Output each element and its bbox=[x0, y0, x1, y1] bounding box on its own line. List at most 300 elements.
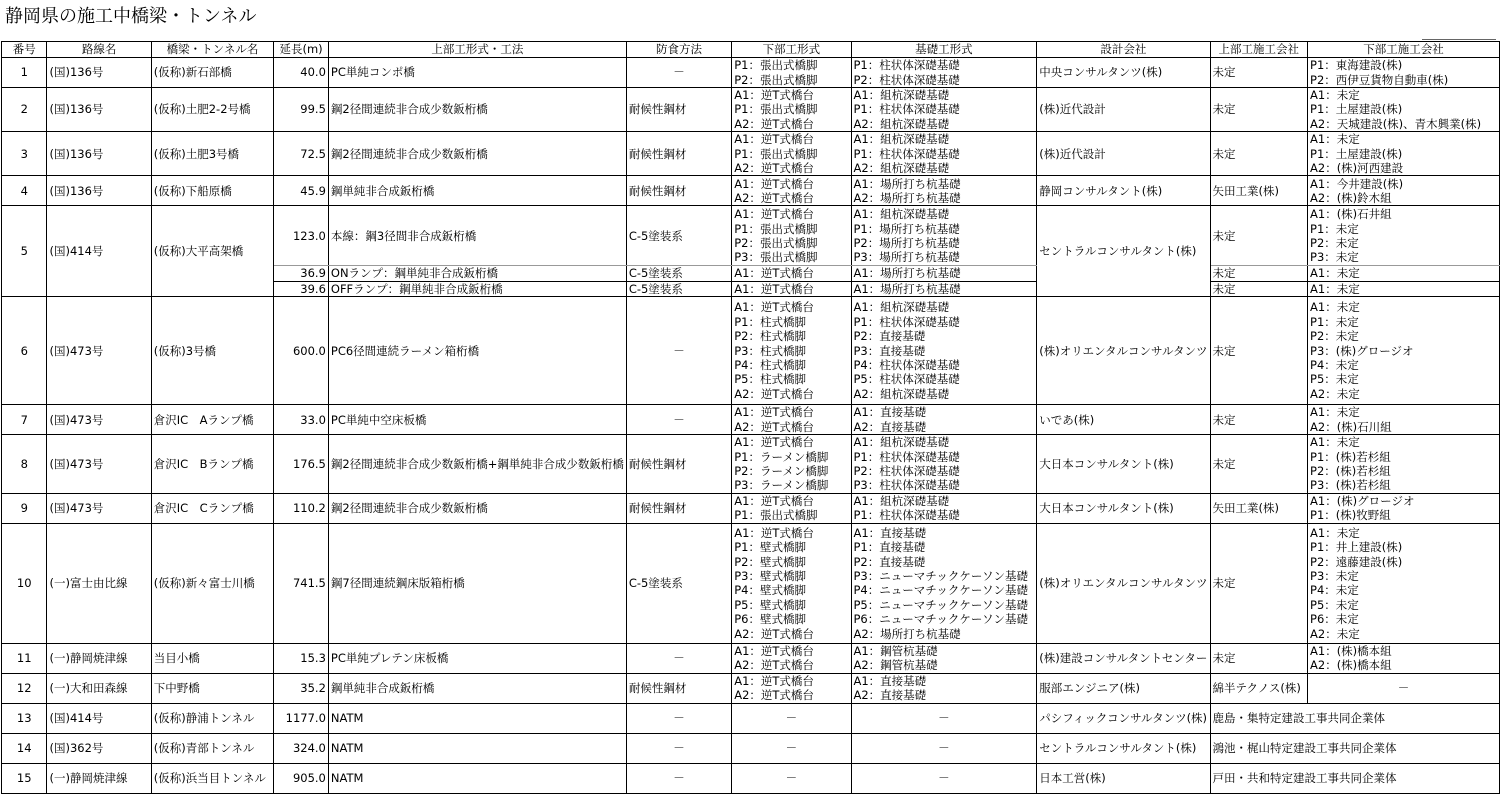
anticorrosion: C-5塗装系 bbox=[626, 281, 731, 296]
anticorrosion: － bbox=[626, 405, 731, 435]
route-name: (国)473号 bbox=[47, 435, 151, 494]
length: 35.2 bbox=[274, 673, 329, 703]
design-company: セントラルコンサルタント(株) bbox=[1037, 206, 1210, 297]
sub-contractor-line: A2：未定 bbox=[1310, 626, 1360, 641]
route-name: (国)136号 bbox=[47, 132, 151, 176]
substructure-type-line: A2：逆T式橋台 bbox=[734, 190, 814, 205]
substructure-type-line: P1：張出式橋脚 bbox=[734, 221, 818, 236]
sub-contractor-line: A1：未定 bbox=[1310, 88, 1360, 102]
sub-contractor-line: A1：(株)石井組 bbox=[1310, 207, 1392, 222]
super-contractor: 未定 bbox=[1210, 523, 1308, 643]
structure-name: (仮称)新々富士川橋 bbox=[151, 523, 274, 643]
substructure-type-line: P6：壁式橋脚 bbox=[734, 612, 806, 627]
sub-contractor-line: A1：未定 bbox=[1310, 132, 1360, 147]
substructure-type-line: A2：逆T式橋台 bbox=[734, 161, 814, 176]
route-name: (国)414号 bbox=[47, 206, 151, 297]
substructure-type-line: P2：張出式橋脚 bbox=[734, 235, 818, 250]
length: 33.0 bbox=[274, 405, 329, 435]
foundation-type bbox=[851, 58, 1037, 88]
super-contractor: 綿半テクノス(株) bbox=[1210, 673, 1308, 703]
row-number: 4 bbox=[2, 176, 47, 206]
super-contractor: 矢田工業(株) bbox=[1210, 493, 1308, 523]
foundation-type-line: P3：直接基礎 bbox=[853, 343, 926, 358]
structure-name: 下中野橋 bbox=[151, 673, 274, 703]
sub-contractor-line: A2：未定 bbox=[1310, 386, 1360, 401]
design-company: 中央コンサルタンツ(株) bbox=[1037, 58, 1210, 88]
table-row bbox=[2, 763, 1500, 793]
table-row bbox=[2, 703, 1500, 733]
substructure-type bbox=[732, 58, 851, 88]
length: 40.0 bbox=[274, 58, 329, 88]
col-foundation-header: 基礎工形式 bbox=[851, 42, 1037, 58]
joint-venture-contractor: 鴻池・梶山特定建設工事共同企業体 bbox=[1210, 733, 1500, 763]
anticorrosion: － bbox=[626, 703, 731, 733]
corner-mark bbox=[1422, 37, 1496, 40]
col-superstructure-header: 上部工形式・工法 bbox=[328, 42, 626, 58]
structure-name: 倉沢IC Aランプ橋 bbox=[151, 405, 274, 435]
table-row bbox=[2, 88, 1500, 132]
substructure-type bbox=[732, 176, 851, 206]
foundation-type-line: P1：柱状体深礎基礎 bbox=[853, 449, 960, 464]
length: 600.0 bbox=[274, 297, 329, 405]
length: 36.9 bbox=[274, 266, 329, 281]
design-company: 服部エンジニア(株) bbox=[1037, 673, 1210, 703]
route-name: (国)473号 bbox=[47, 405, 151, 435]
foundation-type bbox=[851, 673, 1037, 703]
sub-contractor bbox=[1308, 405, 1500, 435]
sub-contractor-line: P1：井上建設(株) bbox=[1310, 540, 1403, 555]
superstructure-type: NATM bbox=[328, 733, 626, 763]
anticorrosion: 耐候性鋼材 bbox=[626, 673, 731, 703]
anticorrosion: C-5塗装系 bbox=[626, 266, 731, 281]
substructure-type-line: A1：逆T式橋台 bbox=[734, 132, 814, 147]
superstructure-type: 鋼2径間連続非合成少数鈑桁橋 bbox=[328, 132, 626, 176]
foundation-type bbox=[851, 266, 1037, 281]
structure-name: (仮称)下船原橋 bbox=[151, 176, 274, 206]
substructure-type bbox=[732, 673, 851, 703]
sub-contractor-line: A1：未定 bbox=[1310, 405, 1360, 420]
design-company: (株)近代設計 bbox=[1037, 88, 1210, 132]
design-company: いであ(株) bbox=[1037, 405, 1210, 435]
table-row bbox=[2, 405, 1500, 435]
substructure-type: － bbox=[732, 763, 851, 793]
substructure-type-line: A1：逆T式橋台 bbox=[734, 207, 814, 222]
route-name: (国)136号 bbox=[47, 88, 151, 132]
design-company: (株)オリエンタルコンサルタンツ bbox=[1037, 523, 1210, 643]
structure-name: (仮称)新石部橋 bbox=[151, 58, 274, 88]
substructure-type-line: A2：逆T式橋台 bbox=[734, 386, 814, 401]
super-contractor: 未定 bbox=[1210, 281, 1308, 296]
substructure-type-line: A2：逆T式橋台 bbox=[734, 116, 814, 131]
substructure-type-line: A2：逆T式橋台 bbox=[734, 658, 814, 673]
length: 99.5 bbox=[274, 88, 329, 132]
superstructure-type: PC単純中空床板橋 bbox=[328, 405, 626, 435]
substructure-type-line: P1：張出式橋脚 bbox=[734, 102, 818, 117]
anticorrosion: C-5塗装系 bbox=[626, 206, 731, 266]
substructure-type-line: A1：逆T式橋台 bbox=[734, 643, 814, 658]
foundation-type-line: P3：場所打ち杭基礎 bbox=[853, 250, 960, 265]
super-contractor: 未定 bbox=[1210, 297, 1308, 405]
col-sub-contractor-header: 下部工施工会社 bbox=[1308, 42, 1500, 58]
foundation-type-line: P5：柱状体深礎基礎 bbox=[853, 372, 960, 387]
col-route-header: 路線名 bbox=[47, 42, 151, 58]
sub-contractor bbox=[1308, 88, 1500, 132]
table-row bbox=[2, 493, 1500, 523]
sub-contractor-line: A1：未定 bbox=[1310, 266, 1360, 281]
table-row bbox=[2, 733, 1500, 763]
design-company: (株)近代設計 bbox=[1037, 132, 1210, 176]
structure-name: (仮称)浜当目トンネル bbox=[151, 763, 274, 793]
substructure-type-line: P3：ラーメン橋脚 bbox=[734, 478, 829, 493]
row-number: 11 bbox=[2, 643, 47, 673]
sub-contractor-line: P1：(株)牧野組 bbox=[1310, 508, 1391, 523]
sub-contractor-line: P1：未定 bbox=[1310, 221, 1359, 236]
anticorrosion: 耐候性鋼材 bbox=[626, 88, 731, 132]
substructure-type bbox=[732, 266, 851, 281]
foundation-type-line: A1：組杭深礎基礎 bbox=[853, 207, 950, 222]
sub-contractor-line: P2：西伊豆貨物自動車(株) bbox=[1310, 72, 1449, 87]
sub-contractor-line: P1：土屋建設(株) bbox=[1310, 146, 1403, 161]
foundation-type-line: A1：場所打ち杭基礎 bbox=[853, 281, 961, 296]
super-contractor: 未定 bbox=[1210, 266, 1308, 281]
foundation-type-line: A2：直接基礎 bbox=[853, 688, 927, 703]
row-number: 14 bbox=[2, 733, 47, 763]
foundation-type-line: A1：直接基礎 bbox=[853, 673, 927, 688]
route-name: (国)414号 bbox=[47, 703, 151, 733]
foundation-type-line: P6：ニューマチックケーソン基礎 bbox=[853, 612, 1028, 627]
substructure-type bbox=[732, 435, 851, 494]
sub-contractor bbox=[1308, 132, 1500, 176]
sub-contractor-line: P1：(株)若杉組 bbox=[1310, 449, 1391, 464]
design-company: パシフィックコンサルタンツ(株) bbox=[1037, 703, 1210, 733]
sub-contractor bbox=[1308, 176, 1500, 206]
structure-name: 当目小橋 bbox=[151, 643, 274, 673]
route-name: (一)富士由比線 bbox=[47, 523, 151, 643]
design-company: 日本工営(株) bbox=[1037, 763, 1210, 793]
substructure-type-line: P2：張出式橋脚 bbox=[734, 72, 818, 87]
substructure-type-line: P1：壁式橋脚 bbox=[734, 540, 806, 555]
sub-contractor-line: A1：未定 bbox=[1310, 525, 1360, 540]
substructure-type: － bbox=[732, 733, 851, 763]
sub-contractor bbox=[1308, 58, 1500, 88]
table-row bbox=[2, 297, 1500, 405]
substructure-type-line: A2：逆T式橋台 bbox=[734, 419, 814, 434]
design-company: 静岡コンサルタント(株) bbox=[1037, 176, 1210, 206]
table-row bbox=[2, 673, 1500, 703]
foundation-type bbox=[851, 281, 1037, 296]
col-number-header: 番号 bbox=[2, 42, 47, 58]
table-row bbox=[2, 58, 1500, 88]
structure-name: 倉沢IC Bランプ橋 bbox=[151, 435, 274, 494]
structure-name: (仮称)土肥3号橋 bbox=[151, 132, 274, 176]
row-number: 6 bbox=[2, 297, 47, 405]
substructure-type-line: P1：ラーメン橋脚 bbox=[734, 449, 829, 464]
structure-name: (仮称)大平高架橋 bbox=[151, 206, 274, 297]
design-company: セントラルコンサルタント(株) bbox=[1037, 733, 1210, 763]
super-contractor: 未定 bbox=[1210, 405, 1308, 435]
substructure-type bbox=[732, 493, 851, 523]
substructure-type-line: A1：逆T式橋台 bbox=[734, 405, 814, 420]
substructure-type-line: P3：柱式橋脚 bbox=[734, 343, 806, 358]
foundation-type-line: A2：組杭深礎基礎 bbox=[853, 386, 950, 401]
row-number: 10 bbox=[2, 523, 47, 643]
foundation-type bbox=[851, 88, 1037, 132]
foundation-type-line: P4：ニューマチックケーソン基礎 bbox=[853, 583, 1028, 598]
substructure-type bbox=[732, 405, 851, 435]
length: 1177.0 bbox=[274, 703, 329, 733]
length: 905.0 bbox=[274, 763, 329, 793]
col-length-header: 延長(m) bbox=[274, 42, 329, 58]
sub-contractor-line: P3：(株)グロージオ bbox=[1310, 343, 1414, 358]
sub-contractor-line: A1：未定 bbox=[1310, 435, 1360, 450]
row-number: 1 bbox=[2, 58, 47, 88]
foundation-type-line: A1：組杭深礎基礎 bbox=[853, 88, 950, 102]
route-name: (国)136号 bbox=[47, 58, 151, 88]
anticorrosion: C-5塗装系 bbox=[626, 523, 731, 643]
foundation-type-line: A2：組杭深礎基礎 bbox=[853, 161, 950, 176]
substructure-type-line: P4：壁式橋脚 bbox=[734, 583, 806, 598]
anticorrosion: － bbox=[626, 297, 731, 405]
substructure-type-line: A1：逆T式橋台 bbox=[734, 300, 814, 315]
sub-contractor-line: A1：今井建設(株) bbox=[1310, 176, 1404, 191]
substructure-type-line: A2：逆T式橋台 bbox=[734, 688, 814, 703]
substructure-type-line: P3：張出式橋脚 bbox=[734, 250, 818, 265]
foundation-type-line: A2：鋼管杭基礎 bbox=[853, 658, 938, 673]
superstructure-type: OFFランプ：鋼単純非合成鈑桁橋 bbox=[328, 281, 626, 296]
sub-contractor bbox=[1308, 643, 1500, 673]
sub-contractor-line: P3：未定 bbox=[1310, 568, 1359, 583]
col-design-company-header: 設計会社 bbox=[1037, 42, 1210, 58]
design-company: (株)オリエンタルコンサルタンツ bbox=[1037, 297, 1210, 405]
superstructure-type: 鋼2径間連続非合成少数鈑桁橋 bbox=[328, 493, 626, 523]
length: 15.3 bbox=[274, 643, 329, 673]
table-row bbox=[2, 643, 1500, 673]
foundation-type-line: A1：組杭深礎基礎 bbox=[853, 493, 950, 508]
sub-contractor bbox=[1308, 281, 1500, 296]
foundation-type-line: P1：柱状体深礎基礎 bbox=[853, 146, 960, 161]
superstructure-type: 鋼2径間連続非合成少数鈑桁橋+鋼単純非合成少数鈑桁橋 bbox=[328, 435, 626, 494]
foundation-type-line: A2：組杭深礎基礎 bbox=[853, 116, 950, 131]
route-name: (一)静岡焼津線 bbox=[47, 763, 151, 793]
substructure-type-line: A2：逆T式橋台 bbox=[734, 626, 814, 641]
foundation-type-line: P3：ニューマチックケーソン基礎 bbox=[853, 568, 1028, 583]
foundation-type-line: P1：柱状体深礎基礎 bbox=[853, 58, 960, 73]
foundation-type-line: P1：場所打ち杭基礎 bbox=[853, 221, 960, 236]
design-company: (株)建設コンサルタントセンター bbox=[1037, 643, 1210, 673]
foundation-type-line: P1：柱状体深礎基礎 bbox=[853, 102, 960, 117]
row-number: 2 bbox=[2, 88, 47, 132]
sub-contractor-line: P2：未定 bbox=[1310, 235, 1359, 250]
sub-contractor-line: P4：未定 bbox=[1310, 583, 1359, 598]
col-anticorrosion-header: 防食方法 bbox=[626, 42, 731, 58]
anticorrosion: 耐候性鋼材 bbox=[626, 176, 731, 206]
sub-contractor bbox=[1308, 493, 1500, 523]
foundation-type-line: A2：場所打ち杭基礎 bbox=[853, 190, 961, 205]
substructure-type-line: A1：逆T式橋台 bbox=[734, 493, 814, 508]
foundation-type-line: P2：直接基礎 bbox=[853, 329, 926, 344]
anticorrosion: 耐候性鋼材 bbox=[626, 132, 731, 176]
substructure-type bbox=[732, 281, 851, 296]
length: 741.5 bbox=[274, 523, 329, 643]
sub-contractor-line: P3：未定 bbox=[1310, 250, 1359, 265]
substructure-type-line: P4：柱式橋脚 bbox=[734, 357, 806, 372]
route-name: (一)静岡焼津線 bbox=[47, 643, 151, 673]
foundation-type: － bbox=[851, 763, 1037, 793]
joint-venture-contractor: 戸田・共和特定建設工事共同企業体 bbox=[1210, 763, 1500, 793]
length: 72.5 bbox=[274, 132, 329, 176]
structure-name: (仮称)土肥2-2号橋 bbox=[151, 88, 274, 132]
substructure-type bbox=[732, 132, 851, 176]
substructure-type-line: A1：逆T式橋台 bbox=[734, 266, 814, 281]
sub-contractor-line: A2：(株)鈴木組 bbox=[1310, 190, 1392, 205]
design-company: 大日本コンサルタント(株) bbox=[1037, 493, 1210, 523]
substructure-type-line: P2：柱式橋脚 bbox=[734, 329, 806, 344]
super-contractor: 未定 bbox=[1210, 643, 1308, 673]
structure-name: (仮称)3号橋 bbox=[151, 297, 274, 405]
sub-contractor-line: P5：未定 bbox=[1310, 372, 1359, 387]
foundation-type-line: A1：組杭深礎基礎 bbox=[853, 132, 950, 147]
structure-name: 倉沢IC Cランプ橋 bbox=[151, 493, 274, 523]
substructure-type-line: A1：逆T式橋台 bbox=[734, 281, 814, 296]
superstructure-type: 鋼単純非合成鈑桁橋 bbox=[328, 673, 626, 703]
row-number: 7 bbox=[2, 405, 47, 435]
length: 45.9 bbox=[274, 176, 329, 206]
substructure-type-line: A1：逆T式橋台 bbox=[734, 88, 814, 102]
sub-contractor: － bbox=[1308, 673, 1500, 703]
anticorrosion: 耐候性鋼材 bbox=[626, 435, 731, 494]
super-contractor: 未定 bbox=[1210, 206, 1308, 266]
sub-contractor bbox=[1308, 206, 1500, 266]
foundation-type-line: P1：直接基礎 bbox=[853, 540, 926, 555]
route-name: (国)136号 bbox=[47, 176, 151, 206]
substructure-type-line: P1：柱式橋脚 bbox=[734, 314, 806, 329]
row-number: 12 bbox=[2, 673, 47, 703]
superstructure-type: NATM bbox=[328, 703, 626, 733]
page-title: 静岡県の施工中橋梁・トンネル bbox=[5, 6, 257, 27]
anticorrosion: － bbox=[626, 733, 731, 763]
substructure-type-line: P1：張出式橋脚 bbox=[734, 508, 818, 523]
construction-table bbox=[1, 41, 1500, 794]
substructure-type-line: A1：逆T式橋台 bbox=[734, 435, 814, 450]
table-row bbox=[2, 176, 1500, 206]
foundation-type: － bbox=[851, 703, 1037, 733]
foundation-type bbox=[851, 132, 1037, 176]
substructure-type-line: A1：逆T式橋台 bbox=[734, 525, 814, 540]
sub-contractor-line: A2：(株)橋本組 bbox=[1310, 658, 1392, 673]
sub-contractor-line: P1：土屋建設(株) bbox=[1310, 102, 1403, 117]
joint-venture-contractor: 鹿島・集特定建設工事共同企業体 bbox=[1210, 703, 1500, 733]
structure-name: (仮称)青部トンネル bbox=[151, 733, 274, 763]
sub-contractor-line: P1：東海建設(株) bbox=[1310, 58, 1403, 73]
sub-contractor-line: P5：未定 bbox=[1310, 597, 1359, 612]
anticorrosion: － bbox=[626, 643, 731, 673]
foundation-type-line: P2：柱状体深礎基礎 bbox=[853, 72, 960, 87]
substructure-type bbox=[732, 643, 851, 673]
foundation-type-line: A2：場所打ち杭基礎 bbox=[853, 626, 961, 641]
foundation-type-line: A1：場所打ち杭基礎 bbox=[853, 266, 961, 281]
sub-contractor-line: P2：未定 bbox=[1310, 329, 1359, 344]
sub-contractor-line: A2：(株)石川組 bbox=[1310, 419, 1392, 434]
col-super-contractor-header: 上部工施工会社 bbox=[1210, 42, 1308, 58]
superstructure-type: 鋼7径間連続鋼床版箱桁橋 bbox=[328, 523, 626, 643]
row-number: 9 bbox=[2, 493, 47, 523]
foundation-type-line: A1：組杭深礎基礎 bbox=[853, 300, 950, 315]
foundation-type-line: A1：直接基礎 bbox=[853, 525, 927, 540]
length: 39.6 bbox=[274, 281, 329, 296]
substructure-type bbox=[732, 523, 851, 643]
sub-contractor bbox=[1308, 297, 1500, 405]
substructure-type: － bbox=[732, 703, 851, 733]
superstructure-type: PC6径間連続ラーメン箱桁橋 bbox=[328, 297, 626, 405]
foundation-type bbox=[851, 297, 1037, 405]
sub-contractor-line: P3：(株)若杉組 bbox=[1310, 478, 1391, 493]
substructure-type bbox=[732, 206, 851, 266]
foundation-type-line: P2：柱状体深礎基礎 bbox=[853, 464, 960, 479]
super-contractor: 未定 bbox=[1210, 58, 1308, 88]
substructure-type-line: P1：張出式橋脚 bbox=[734, 58, 818, 73]
table-row bbox=[2, 132, 1500, 176]
route-name: (国)473号 bbox=[47, 297, 151, 405]
foundation-type-line: P1：柱状体深礎基礎 bbox=[853, 508, 960, 523]
route-name: (国)362号 bbox=[47, 733, 151, 763]
foundation-type-line: P4：柱状体深礎基礎 bbox=[853, 357, 960, 372]
sub-contractor-line: P2：遠藤建設(株) bbox=[1310, 554, 1403, 569]
sub-contractor-line: P2：(株)若杉組 bbox=[1310, 464, 1391, 479]
foundation-type-line: A1：鋼管杭基礎 bbox=[853, 643, 938, 658]
superstructure-type: 鋼単純非合成鈑桁橋 bbox=[328, 176, 626, 206]
table-row bbox=[2, 523, 1500, 643]
foundation-type-line: P2：場所打ち杭基礎 bbox=[853, 235, 960, 250]
foundation-type: － bbox=[851, 733, 1037, 763]
superstructure-type: PC単純コンポ橋 bbox=[328, 58, 626, 88]
superstructure-type: 本線：鋼3径間非合成鈑桁橋 bbox=[328, 206, 626, 266]
sub-contractor-line: P4：未定 bbox=[1310, 357, 1359, 372]
foundation-type-line: A2：直接基礎 bbox=[853, 419, 927, 434]
table-row bbox=[2, 206, 1500, 266]
foundation-type-line: A1：直接基礎 bbox=[853, 405, 927, 420]
foundation-type-line: A1：組杭深礎基礎 bbox=[853, 435, 950, 450]
foundation-type-line: P3：柱状体深礎基礎 bbox=[853, 478, 960, 493]
length: 324.0 bbox=[274, 733, 329, 763]
col-substructure-header: 下部工形式 bbox=[732, 42, 851, 58]
foundation-type bbox=[851, 435, 1037, 494]
anticorrosion: － bbox=[626, 763, 731, 793]
row-number: 3 bbox=[2, 132, 47, 176]
foundation-type-line: P2：直接基礎 bbox=[853, 554, 926, 569]
superstructure-type: 鋼2径間連続非合成少数鈑桁橋 bbox=[328, 88, 626, 132]
row-number: 5 bbox=[2, 206, 47, 297]
structure-name: (仮称)静浦トンネル bbox=[151, 703, 274, 733]
foundation-type bbox=[851, 176, 1037, 206]
sub-contractor-line: A1：(株)グロージオ bbox=[1310, 493, 1415, 508]
superstructure-type: NATM bbox=[328, 763, 626, 793]
anticorrosion: － bbox=[626, 58, 731, 88]
foundation-type bbox=[851, 643, 1037, 673]
table-row bbox=[2, 435, 1500, 494]
substructure-type-line: P1：張出式橋脚 bbox=[734, 146, 818, 161]
super-contractor: 未定 bbox=[1210, 132, 1308, 176]
super-contractor: 未定 bbox=[1210, 88, 1308, 132]
row-number: 13 bbox=[2, 703, 47, 733]
substructure-type-line: P5：柱式橋脚 bbox=[734, 372, 806, 387]
length: 110.2 bbox=[274, 493, 329, 523]
foundation-type bbox=[851, 523, 1037, 643]
sub-contractor-line: A1：未定 bbox=[1310, 281, 1360, 296]
sub-contractor-line: A2：天城建設(株)、青木興業(株) bbox=[1310, 116, 1482, 131]
foundation-type-line: A1：場所打ち杭基礎 bbox=[853, 176, 961, 191]
row-number: 8 bbox=[2, 435, 47, 494]
substructure-type bbox=[732, 88, 851, 132]
